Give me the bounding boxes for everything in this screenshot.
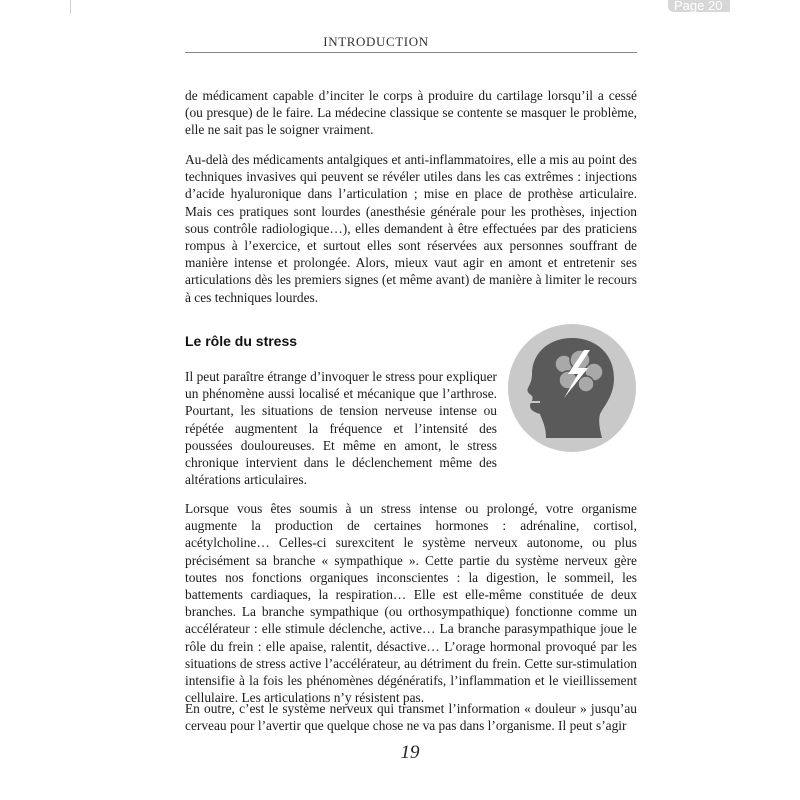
page-corner-tab: Page 20 [668, 0, 730, 12]
page-number: 19 [400, 742, 420, 763]
running-head: INTRODUCTION [323, 34, 429, 49]
section-intro-paragraph: Il peut paraître étrange d’invoquer le stress pour expliquer un phénomène aussi localisé et mécanique que l’arthrose. Pourtant, les situations de tension nerveuse intense ou répétée augmentent la fréquence et l’intensité des poussées douloureuses. Et même en amont, le stress chronique intervient dans le déclenchement même des altérations articulaires. [185, 369, 497, 488]
paragraph-2: Au-delà des médicaments antalgiques et anti-inflammatoires, elle a mis au point des techniques invasives qui peuvent se révéler utiles dans les cas extrêmes : injections d’acide hyaluronique dans l’articulation ; mise en place de prothèse articulaire. Mais ces pratiques sont lourdes (anesthésie générale pour les prothèses, injection sous contrôle radiologique…), elles demandent à être effectuées par des praticiens rompus à l’exercice, et surtout elles sont réservées aux personnes souffrant de manière intense et prolongée. Alors, mieux vaut agir en amont et entretenir ses articulations dès les premiers signes (et même avant) de manière à limiter le recours à ces techniques lourdes. [185, 152, 637, 305]
section-heading: Le rôle du stress [185, 333, 298, 349]
page-edge [70, 0, 71, 14]
stressed-head-lightning-icon [506, 322, 638, 454]
paragraph-1: de médicament capable d’inciter le corps à produire du cartilage lorsqu’il a cessé (ou presque) de le faire. La médecine classique se contente se masquer le problème, elle ne sait pas le soigner vraiment. [185, 88, 637, 138]
paragraph-4: En outre, c’est le système nerveux qui transmet l’information « douleur » jusqu’au cerveau pour l’avertir que quelque chose ne va pas dans l’organisme. Il peut s’agir [185, 701, 637, 734]
paragraph-3: Lorsque vous êtes soumis à un stress intense ou prolongé, votre organisme augmente la production de certaines hormones : adrénaline, cortisol, acétylcholine… Celles-ci surexcitent le système nerveux autonome, ou plus précisément sa branche « sympathique ». Cette partie du système nerveux gère toutes nos fonctions organiques inconscientes : la digestion, le sommeil, les battements cardiaques, la respiration… Elle est elle-même constituée de deux branches. La branche sympathique (ou orthosympathique) fonctionne comme un accélérateur : elle stimule déclenche, active… La branche parasympathique joue le rôle du frein : elle apaise, ralentit, désactive… L’orage hormonal provoqué par les situations de stress active l’accélérateur, au détriment du frein. Cette sur-stimulation intensifie à la fois les phénomènes dégénératifs, l’inflammation et le vieillissement cellulaire. Les articulations n’y résistent pas. [185, 501, 637, 706]
header-rule [185, 52, 637, 53]
